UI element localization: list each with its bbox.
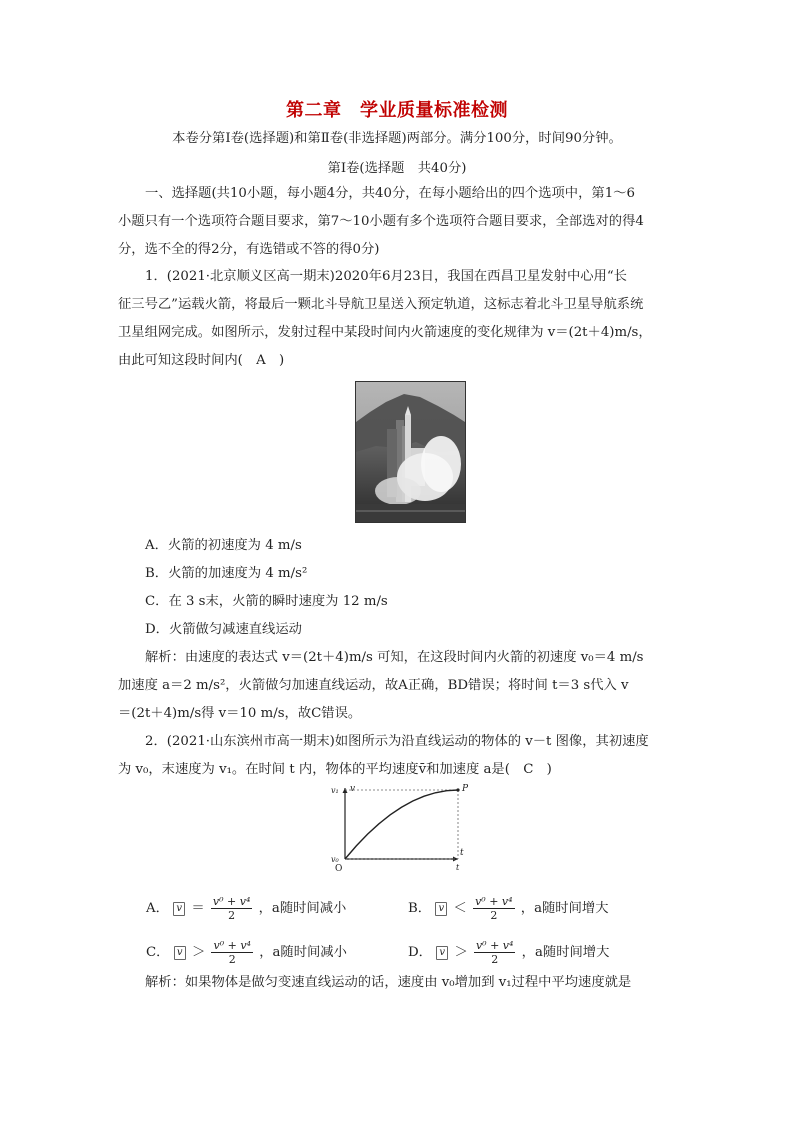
q2-vt-chart: [327, 780, 472, 877]
q2-option-a-frac-den: 2: [211, 908, 252, 922]
q2-option-d: [408, 940, 609, 965]
q2-option-d-vbar: v: [436, 946, 448, 960]
q1-line-1: 1．(2021·北京顺义区高一期末)2020年6月23日，我国在西昌卫星发射中心用“长: [145, 269, 627, 284]
q2-option-b-vbar: v: [435, 902, 447, 916]
q2-option-a-fraction: [211, 896, 252, 921]
section-header: 第Ⅰ卷(选择题 共40分): [327, 161, 467, 176]
q2-line-2: 为 v₀，末速度为 v₁。在时间 t 内，物体的平均速度v̄和加速度 a是( C ): [118, 762, 552, 777]
q2-option-c-frac-den: 2: [211, 952, 252, 966]
q2-option-c-frac-num: v⁰ + v⁴: [213, 939, 251, 952]
q2-line-1: 2．(2021·山东滨州市高一期末)如图所示为沿直线运动的物体的 v－t 图像，其初速度: [145, 734, 649, 749]
t-tick-label: t: [456, 863, 460, 872]
q2-option-c-prefix: C．: [146, 945, 170, 961]
q1-option-c: C．在 3 s末，火箭的瞬时速度为 12 m/s: [145, 594, 388, 609]
q2-option-a-suffix: ，a随时间减小: [258, 901, 347, 917]
q2-option-a-rel: ＝: [191, 901, 205, 917]
q2-option-b-rel: ＜: [453, 901, 467, 917]
q2-option-b: [408, 896, 609, 921]
q2-option-c-fraction: [211, 940, 252, 965]
y-axis-arrow: [343, 788, 348, 793]
q1-option-d: D．火箭做匀减速直线运动: [145, 622, 302, 637]
vt-curve: [345, 790, 458, 859]
q2-option-d-frac-den: 2: [474, 952, 515, 966]
q2-option-b-suffix: ，a随时间增大: [520, 901, 609, 917]
x-axis-label: t: [460, 848, 464, 858]
q1-line-4: 由此可知这段时间内( A ): [118, 353, 285, 368]
instruction-line-2: 小题只有一个选项符合题目要求，第7～10小题有多个选项符合题目要求，全部选对的得4: [118, 214, 644, 229]
q2-option-c-vbar: v: [174, 946, 186, 960]
rocket-photo-art: [356, 382, 465, 522]
vt-chart-svg: [327, 780, 472, 877]
q2-option-d-prefix: D．: [408, 945, 432, 961]
v1-tick-label: v₁: [331, 786, 339, 795]
q2-option-a: [146, 896, 346, 921]
q1-line-2: 征三号乙”运载火箭，将最后一颗北斗导航卫星送入预定轨道，这标志着北斗卫星导航系统: [118, 297, 644, 312]
q1-analysis-line-2: 加速度 a＝2 m/s²，火箭做匀加速直线运动，故A正确，BD错误；将时间 t＝3 s代入 v: [118, 678, 629, 693]
v0-tick-label: v₀: [331, 855, 339, 864]
q2-option-d-fraction: [474, 940, 515, 965]
q2-option-b-frac-num: v⁰ + v⁴: [475, 895, 513, 908]
q2-option-b-frac-den: 2: [473, 908, 514, 922]
q2-option-c-suffix: ，a随时间减小: [259, 945, 347, 961]
q2-option-d-suffix: ，a随时间增大: [521, 945, 610, 961]
point-p-marker: [456, 788, 459, 791]
q2-analysis-line-1: 解析：如果物体是做匀变速直线运动的话，速度由 v₀增加到 v₁过程中平均速度就是: [145, 975, 632, 990]
q2-option-d-rel: ＞: [454, 945, 468, 961]
q2-option-d-frac-num: v⁰ + v⁴: [475, 939, 514, 952]
y-axis-label: v: [350, 784, 356, 794]
q2-option-b-fraction: [473, 896, 514, 921]
point-p-label: P: [462, 784, 469, 794]
q1-analysis-line-1: 解析：由速度的表达式 v＝(2t＋4)m/s 可知，在这段时间内火箭的初速度 v₀＝4 m/s: [145, 650, 644, 665]
q1-line-3: 卫星组网完成。如图所示，发射过程中某段时间内火箭速度的变化规律为 v＝(2t＋4)m/s，: [118, 325, 652, 340]
origin-label: O: [335, 864, 343, 874]
q2-option-c: [146, 940, 347, 965]
instruction-line-3: 分，选不全的得2分，有选错或不答的得0分): [118, 242, 380, 257]
instruction-line-1: 一、选择题(共10小题，每小题4分，共40分，在每小题给出的四个选项中，第1～6: [145, 186, 635, 201]
intro-line-1: 本卷分第Ⅰ卷(选择题)和第Ⅱ卷(非选择题)两部分。满分100分，时间90分钟。: [172, 131, 622, 146]
q2-option-a-prefix: A．: [146, 901, 169, 917]
q1-option-b: B．火箭的加速度为 4 m/s²: [145, 566, 308, 581]
q2-option-a-frac-num: v⁰ + v⁴: [212, 895, 251, 908]
rocket-launch-photo: [355, 381, 466, 523]
q2-option-a-vbar: v: [173, 902, 185, 916]
q2-option-b-prefix: B．: [408, 901, 432, 917]
q1-option-a: A．火箭的初速度为 4 m/s: [145, 538, 302, 553]
page-title: 第二章 学业质量标准检测: [286, 100, 508, 121]
q2-option-c-rel: ＞: [191, 945, 206, 961]
q1-analysis-line-3: ＝(2t＋4)m/s得 v＝10 m/s，故C错误。: [118, 706, 362, 721]
